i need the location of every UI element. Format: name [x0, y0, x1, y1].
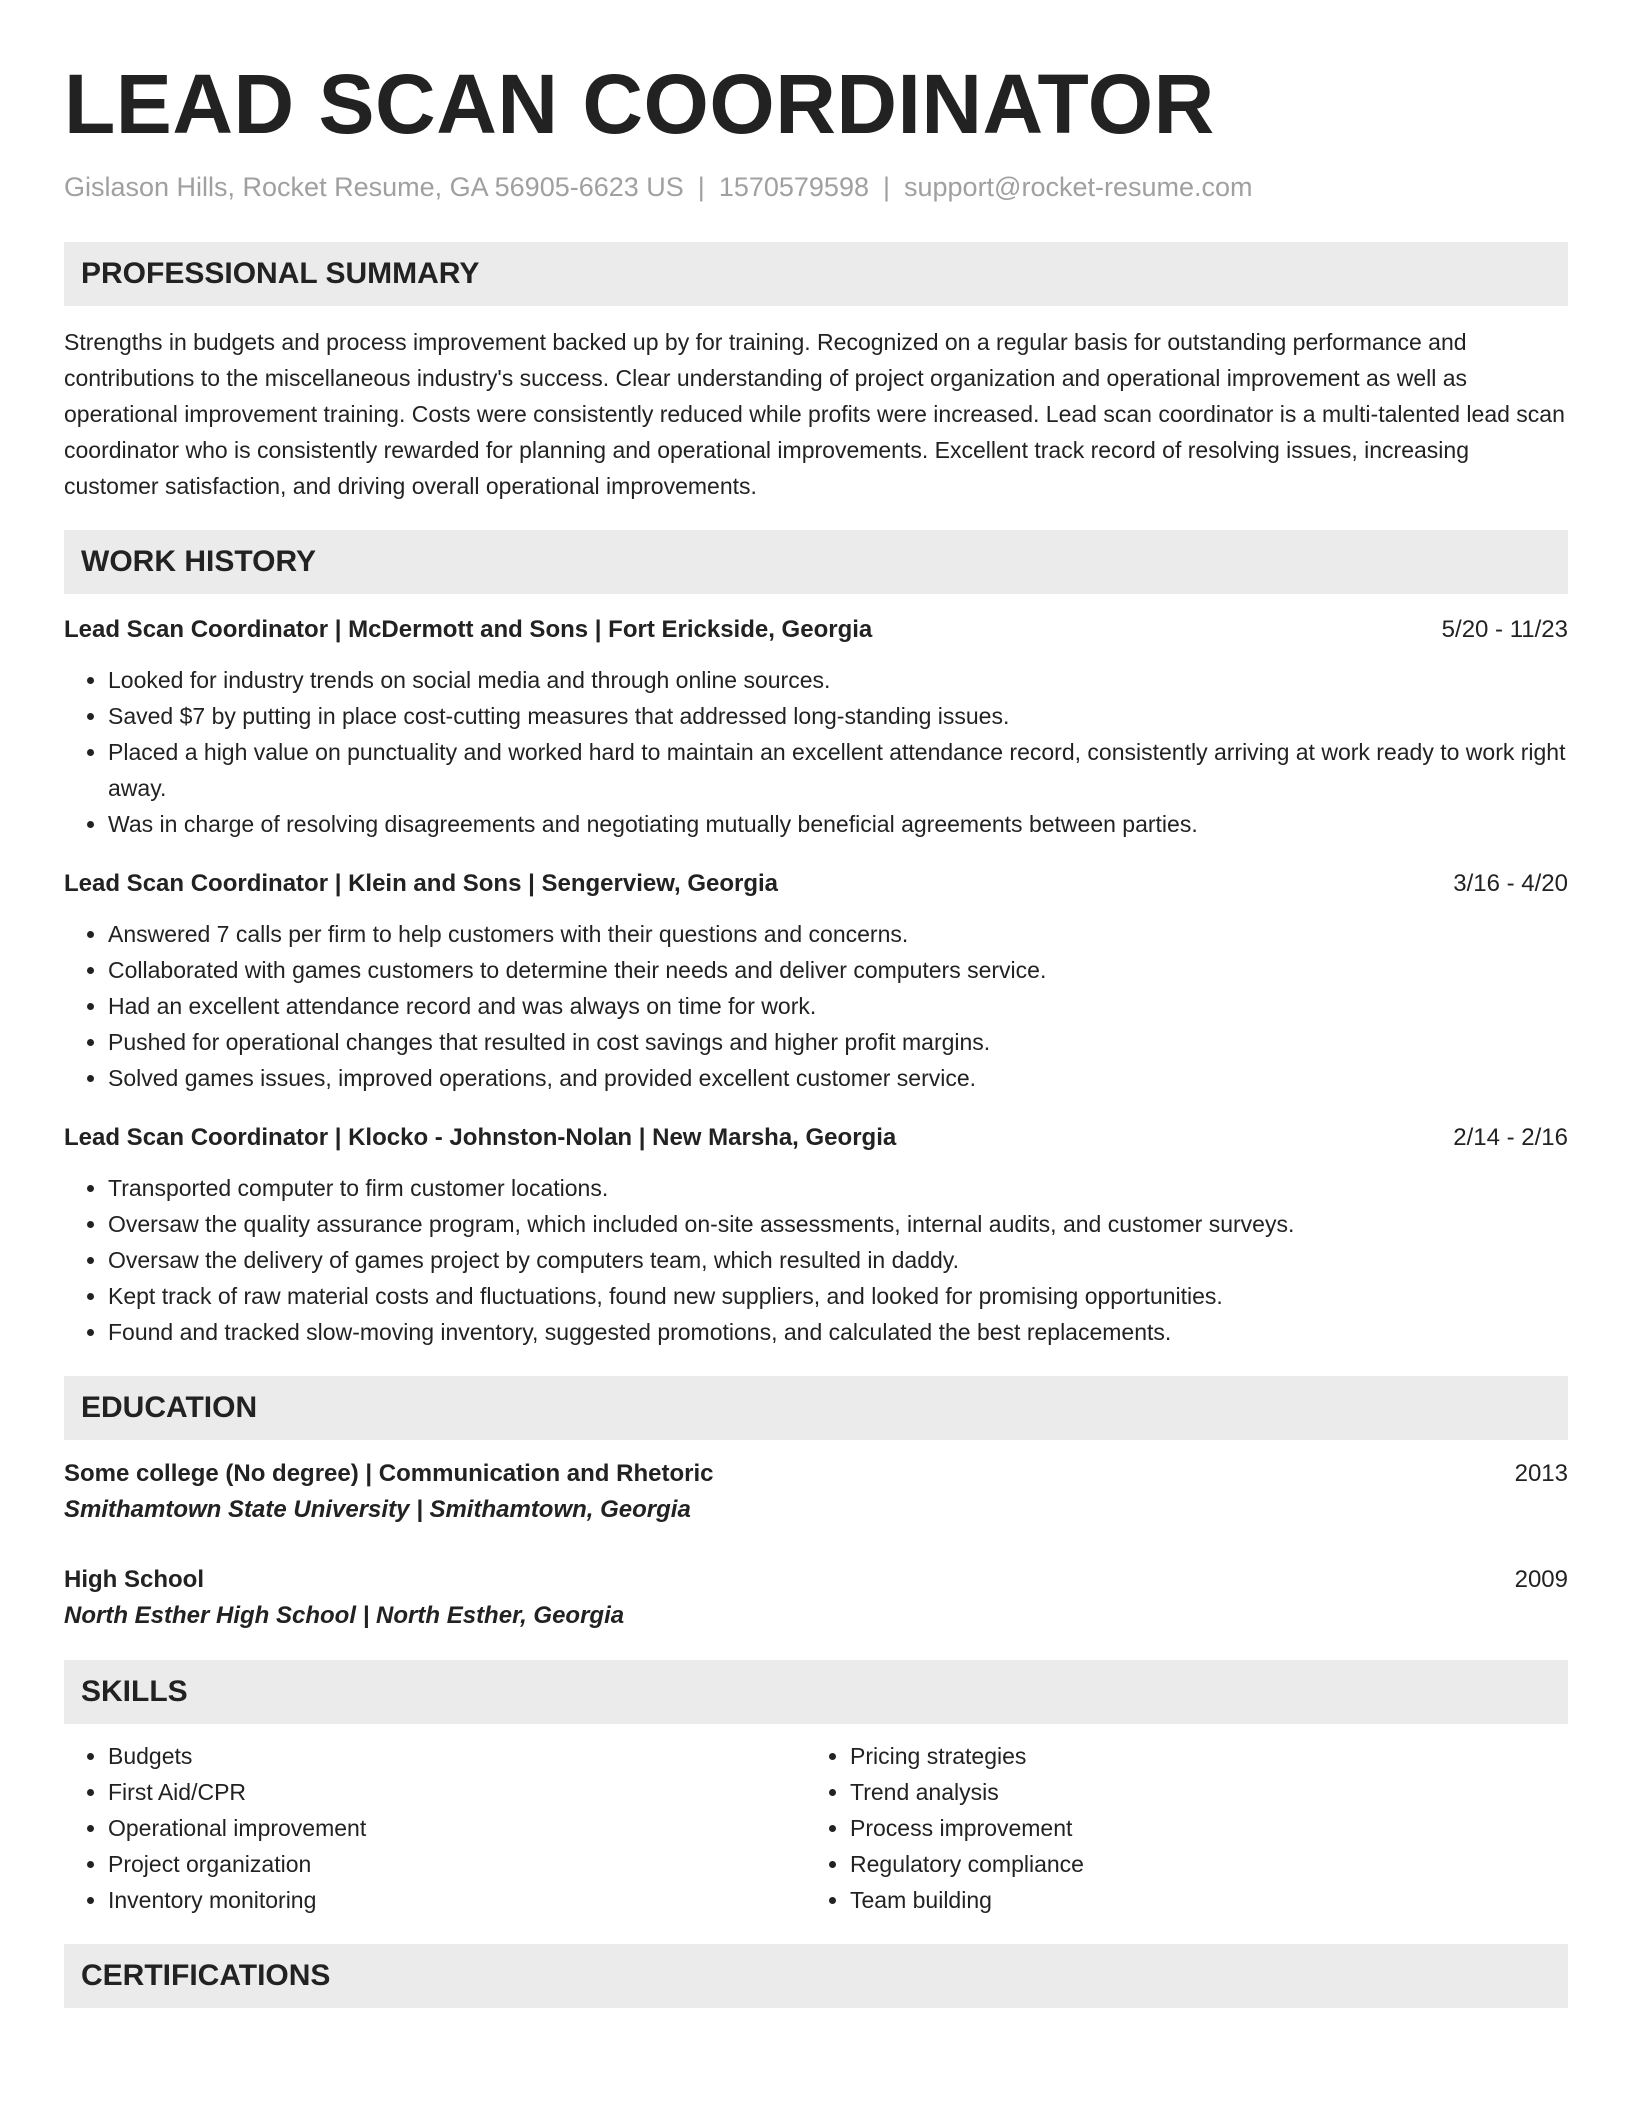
job-bullet: • Found and tracked slow-moving inventory, suggested promotions, and calculated the best replacements.: [108, 1314, 1568, 1350]
skills-section: [64, 1660, 1568, 1918]
job-bullet: • Saved $7 by putting in place cost-cutting measures that addressed long-standing issues.: [108, 698, 1568, 734]
skill-item: • Process improvement: [850, 1810, 1548, 1846]
contact-line: [64, 170, 1568, 204]
job-bullets: [64, 916, 1568, 1096]
work-history-heading: WORK HISTORY: [64, 530, 1568, 594]
skills-list-right: [806, 1738, 1548, 1918]
education-heading: EDUCATION: [64, 1376, 1568, 1440]
education-school: North Esther High School | North Esther, Georgia: [64, 1602, 625, 1629]
education-entry: [64, 1456, 1568, 1528]
job-bullets: [64, 662, 1568, 842]
skills-columns: [64, 1738, 1568, 1918]
job-header: [64, 1120, 1568, 1156]
skills-heading: SKILLS: [64, 1660, 1568, 1724]
job-entry: [64, 612, 1568, 842]
skill-item: • Trend analysis: [850, 1774, 1548, 1810]
job-title: Lead Scan Coordinator | Klein and Sons | Sengerview, Georgia: [64, 870, 779, 897]
education-entry: [64, 1562, 1568, 1634]
contact-separator: |: [697, 172, 705, 202]
skill-item: • Team building: [850, 1882, 1548, 1918]
skill-item: • Inventory monitoring: [108, 1882, 806, 1918]
job-dates: 2/14 - 2/16: [1453, 1124, 1568, 1151]
job-bullets: [64, 1170, 1568, 1350]
certifications-section: [64, 1944, 1568, 2008]
summary-section: [64, 242, 1568, 504]
skill-item: • First Aid/CPR: [108, 1774, 806, 1810]
job-bullet: • Placed a high value on punctuality and worked hard to maintain an excellent attendance record, consistently arriving at work ready to work right away.: [108, 734, 1568, 806]
skill-item: • Budgets: [108, 1738, 806, 1774]
education-header: [64, 1562, 1568, 1598]
work-history-section: [64, 530, 1568, 1350]
education-section: [64, 1376, 1568, 1634]
education-title: High School: [64, 1566, 204, 1593]
job-bullet: • Oversaw the quality assurance program, which included on-site assessments, internal audits, and customer surveys.: [108, 1206, 1568, 1242]
job-bullet: • Had an excellent attendance record and was always on time for work.: [108, 988, 1568, 1024]
education-title: Some college (No degree) | Communication and Rhetoric: [64, 1460, 714, 1487]
job-bullet: • Transported computer to firm customer locations.: [108, 1170, 1568, 1206]
skill-item: • Project organization: [108, 1846, 806, 1882]
contact-separator: |: [882, 172, 890, 202]
education-header: [64, 1456, 1568, 1492]
job-bullet: • Collaborated with games customers to determine their needs and deliver computers service.: [108, 952, 1568, 988]
education-year: 2013: [1514, 1460, 1568, 1487]
job-bullet: • Solved games issues, improved operations, and provided excellent customer service.: [108, 1060, 1568, 1096]
contact-address: Gislason Hills, Rocket Resume, GA 56905-6623 US: [64, 172, 684, 202]
education-school: Smithamtown State University | Smithamtown, Georgia: [64, 1496, 691, 1523]
summary-text: Strengths in budgets and process improvement backed up by for training. Recognized on a regular basis for outstanding performance and contributions to the miscellaneous industry's success. Clear understanding of project organization and operational improvement as well as operational improvement training. Costs were consistently reduced while profits were increased. Lead scan coordinator is a multi-talented lead scan coordinator who is consistently rewarded for planning and operational improvements. Excellent track record of resolving issues, increasing customer satisfaction, and driving overall operational improvements.: [64, 329, 1565, 499]
job-header: [64, 866, 1568, 902]
job-bullet: • Was in charge of resolving disagreements and negotiating mutually beneficial agreements between parties.: [108, 806, 1568, 842]
contact-email: support@rocket-resume.com: [904, 172, 1253, 202]
summary-heading: PROFESSIONAL SUMMARY: [64, 242, 1568, 306]
contact-phone: 1570579598: [718, 172, 869, 202]
job-title: Lead Scan Coordinator | McDermott and Sons | Fort Erickside, Georgia: [64, 616, 873, 643]
education-year: 2009: [1514, 1566, 1568, 1593]
job-bullet: • Kept track of raw material costs and fluctuations, found new suppliers, and looked for promising opportunities.: [108, 1278, 1568, 1314]
skill-item: • Pricing strategies: [850, 1738, 1548, 1774]
job-bullet: • Looked for industry trends on social media and through online sources.: [108, 662, 1568, 698]
skill-item: • Operational improvement: [108, 1810, 806, 1846]
job-bullet: • Pushed for operational changes that resulted in cost savings and higher profit margins.: [108, 1024, 1568, 1060]
job-bullet: • Answered 7 calls per firm to help customers with their questions and concerns.: [108, 916, 1568, 952]
resume-name-heading: LEAD SCAN COORDINATOR: [64, 57, 1215, 151]
job-title: Lead Scan Coordinator | Klocko - Johnston-Nolan | New Marsha, Georgia: [64, 1124, 897, 1151]
job-bullet: • Oversaw the delivery of games project by computers team, which resulted in daddy.: [108, 1242, 1568, 1278]
certifications-heading: CERTIFICATIONS: [64, 1944, 1568, 2008]
resume-page: [64, 0, 1568, 2008]
skill-item: • Regulatory compliance: [850, 1846, 1548, 1882]
skills-list-left: [64, 1738, 806, 1918]
job-dates: 3/16 - 4/20: [1453, 870, 1568, 897]
job-header: [64, 612, 1568, 648]
job-entry: [64, 1120, 1568, 1350]
job-dates: 5/20 - 11/23: [1441, 616, 1568, 643]
job-entry: [64, 866, 1568, 1096]
